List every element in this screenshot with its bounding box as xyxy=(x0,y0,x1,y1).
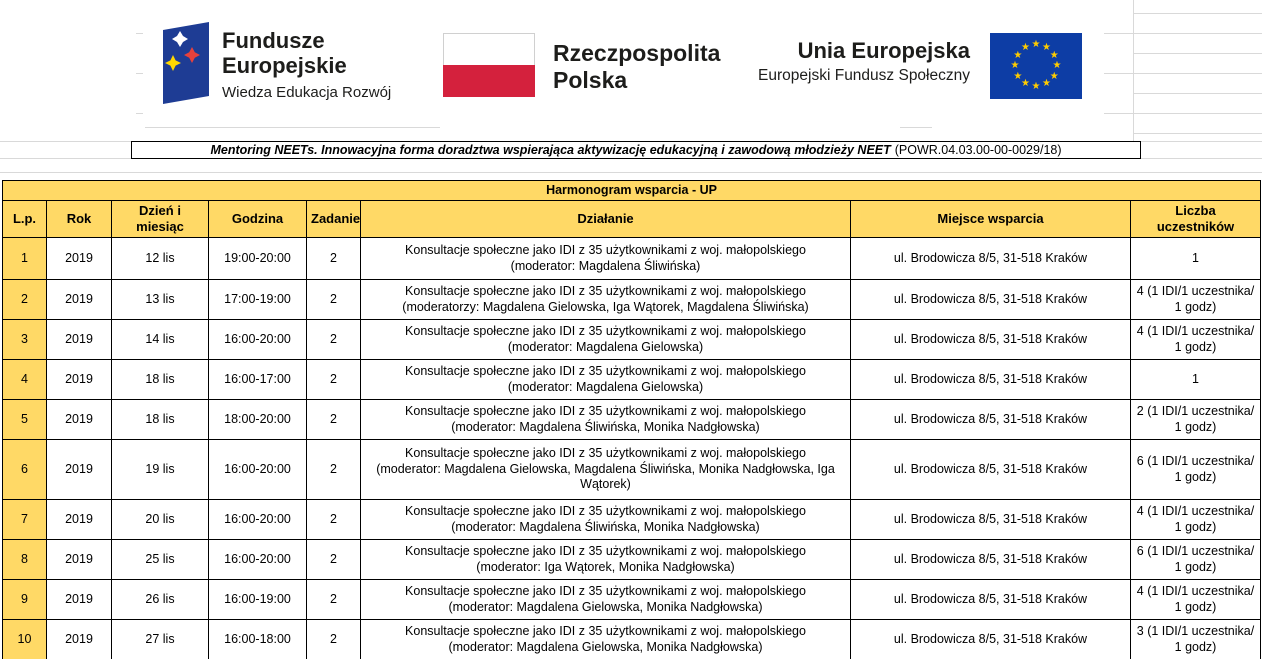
cell-date[interactable]: 13 lis xyxy=(112,280,209,320)
col-header-place[interactable]: Miejsce wsparcia xyxy=(851,201,1131,238)
activity-line2: (moderatorzy: Magdalena Gielowska, Iga Wątorek, Magdalena Śliwińska) xyxy=(402,299,809,314)
cell-place[interactable]: ul. Brodowicza 8/5, 31-518 Kraków xyxy=(851,320,1131,360)
cell-time[interactable]: 16:00-19:00 xyxy=(209,580,307,620)
activity-line2: (moderator: Magdalena Śliwińska) xyxy=(510,258,701,273)
cell-rok[interactable]: 2019 xyxy=(47,500,112,540)
cell-place[interactable]: ul. Brodowicza 8/5, 31-518 Kraków xyxy=(851,580,1131,620)
cell-rok[interactable]: 2019 xyxy=(47,620,112,659)
eu-star-icon: ★ xyxy=(1031,39,1041,50)
schedule-table-wrap xyxy=(2,180,1261,659)
cell-task[interactable]: 2 xyxy=(307,540,361,580)
eu-star-icon: ★ xyxy=(1013,49,1023,61)
cell-activity[interactable] xyxy=(361,440,851,500)
fe-subtitle: Wiedza Edukacja Rozwój xyxy=(222,84,392,101)
cell-place[interactable]: ul. Brodowicza 8/5, 31-518 Kraków xyxy=(851,280,1131,320)
activity-line2: (moderator: Magdalena Śliwińska, Monika Nadgłowska) xyxy=(451,519,760,534)
fe-title-line1: Fundusze xyxy=(222,28,325,53)
cell-place[interactable]: ul. Brodowicza 8/5, 31-518 Kraków xyxy=(851,620,1131,659)
activity-line1: Konsultacje społeczne jako IDI z 35 użytkownikami z woj. małopolskiego xyxy=(405,544,806,558)
eu-star-icon: ★ xyxy=(1021,41,1030,53)
cell-participants[interactable]: 6 (1 IDI/1 uczestnika/ 1 godz) xyxy=(1131,440,1261,500)
activity-line1: Konsultacje społeczne jako IDI z 35 użytkownikami z woj. małopolskiego xyxy=(405,624,806,638)
cell-rok[interactable]: 2019 xyxy=(47,540,112,580)
cell-rok[interactable]: 2019 xyxy=(47,360,112,400)
cell-task[interactable]: 2 xyxy=(307,500,361,540)
cell-rok[interactable]: 2019 xyxy=(47,280,112,320)
table-row xyxy=(3,280,1261,320)
table-row xyxy=(3,360,1261,400)
cell-task[interactable]: 2 xyxy=(307,400,361,440)
eu-star-icon: ★ xyxy=(1042,41,1051,53)
cell-lp[interactable]: 4 xyxy=(3,360,47,400)
cell-participants[interactable]: 3 (1 IDI/1 uczestnika/ 1 godz) xyxy=(1131,620,1261,659)
activity-line1: Konsultacje społeczne jako IDI z 35 użytkownikami z woj. małopolskiego xyxy=(405,404,806,418)
cell-date[interactable]: 18 lis xyxy=(112,400,209,440)
cell-task[interactable]: 2 xyxy=(307,620,361,659)
pl-title-line2: Polska xyxy=(553,67,628,93)
cell-task[interactable]: 2 xyxy=(307,280,361,320)
cell-activity[interactable] xyxy=(361,540,851,580)
cell-rok[interactable]: 2019 xyxy=(47,580,112,620)
table-row xyxy=(3,540,1261,580)
cell-rok[interactable]: 2019 xyxy=(47,440,112,500)
activity-line1: Konsultacje społeczne jako IDI z 35 użytkownikami z woj. małopolskiego xyxy=(405,324,806,338)
activity-line2: (moderator: Magdalena Gielowska, Monika Nadgłowska) xyxy=(448,639,763,654)
cell-place[interactable]: ul. Brodowicza 8/5, 31-518 Kraków xyxy=(851,440,1131,500)
cell-participants[interactable]: 4 (1 IDI/1 uczestnika/ 1 godz) xyxy=(1131,280,1261,320)
eu-star-icon: ★ xyxy=(1049,49,1059,61)
activity-line1: Konsultacje społeczne jako IDI z 35 użytkownikami z woj. małopolskiego xyxy=(405,284,806,298)
cell-participants[interactable]: 1 xyxy=(1131,360,1261,400)
cell-task[interactable]: 2 xyxy=(307,320,361,360)
eu-star-icon: ★ xyxy=(1010,60,1020,71)
cell-rok[interactable]: 2019 xyxy=(47,238,112,280)
eu-subtitle: Europejski Fundusz Społeczny xyxy=(758,67,970,84)
cell-place[interactable]: ul. Brodowicza 8/5, 31-518 Kraków xyxy=(851,238,1131,280)
table-row xyxy=(3,320,1261,360)
cell-date[interactable]: 25 lis xyxy=(112,540,209,580)
activity-line2: (moderator: Magdalena Gielowska, Magdalena Śliwińska, Monika Nadgłowska, Iga Wątorek) xyxy=(376,461,835,492)
activity-line2: (moderator: Iga Wątorek, Monika Nadgłowska) xyxy=(476,559,735,574)
cell-date[interactable]: 18 lis xyxy=(112,360,209,400)
table-row xyxy=(3,238,1261,280)
col-header-lp[interactable]: L.p. xyxy=(3,201,47,238)
cell-lp[interactable]: 6 xyxy=(3,440,47,500)
cell-participants[interactable]: 4 (1 IDI/1 uczestnika/ 1 godz) xyxy=(1131,500,1261,540)
cell-date[interactable]: 27 lis xyxy=(112,620,209,659)
cell-time[interactable]: 16:00-20:00 xyxy=(209,440,307,500)
cell-activity[interactable] xyxy=(361,280,851,320)
col-header-task[interactable]: Zadanie xyxy=(307,201,361,238)
cell-time[interactable]: 16:00-17:00 xyxy=(209,360,307,400)
table-row xyxy=(3,400,1261,440)
cell-lp[interactable]: 1 xyxy=(3,238,47,280)
cell-task[interactable]: 2 xyxy=(307,440,361,500)
cell-date[interactable]: 12 lis xyxy=(112,238,209,280)
cell-activity[interactable] xyxy=(361,620,851,659)
cell-activity[interactable] xyxy=(361,500,851,540)
cell-time[interactable]: 16:00-18:00 xyxy=(209,620,307,659)
schedule-table xyxy=(2,180,1261,659)
cell-participants[interactable]: 6 (1 IDI/1 uczestnika/ 1 godz) xyxy=(1131,540,1261,580)
cell-activity[interactable] xyxy=(361,400,851,440)
cell-place[interactable]: ul. Brodowicza 8/5, 31-518 Kraków xyxy=(851,540,1131,580)
activity-line1: Konsultacje społeczne jako IDI z 35 użytkownikami z woj. małopolskiego xyxy=(405,446,806,461)
cell-lp[interactable]: 7 xyxy=(3,500,47,540)
cell-participants[interactable]: 1 xyxy=(1131,238,1261,280)
eu-star-icon: ★ xyxy=(1013,70,1023,82)
cell-time[interactable]: 16:00-20:00 xyxy=(209,320,307,360)
fe-title-line2: Europejskie xyxy=(222,53,347,78)
cell-task[interactable]: 2 xyxy=(307,580,361,620)
activity-line2: (moderator: Magdalena Gielowska) xyxy=(507,379,704,394)
cell-activity[interactable] xyxy=(361,580,851,620)
cell-time[interactable]: 18:00-20:00 xyxy=(209,400,307,440)
cell-rok[interactable]: 2019 xyxy=(47,320,112,360)
col-header-date[interactable]: Dzień i miesiąc xyxy=(112,201,209,238)
cell-task[interactable]: 2 xyxy=(307,360,361,400)
table-row xyxy=(3,500,1261,540)
cell-lp[interactable]: 3 xyxy=(3,320,47,360)
table-row xyxy=(3,580,1261,620)
col-header-time[interactable]: Godzina xyxy=(209,201,307,238)
cell-activity[interactable] xyxy=(361,320,851,360)
cell-rok[interactable]: 2019 xyxy=(47,400,112,440)
cell-participants[interactable]: 2 (1 IDI/1 uczestnika/ 1 godz) xyxy=(1131,400,1261,440)
cell-date[interactable]: 26 lis xyxy=(112,580,209,620)
pl-title-line1: Rzeczpospolita xyxy=(553,40,721,66)
cell-activity[interactable] xyxy=(361,360,851,400)
unia-europejska-wordmark xyxy=(690,38,970,85)
col-header-participants[interactable]: Liczba uczestników xyxy=(1131,201,1261,238)
cell-lp[interactable]: 8 xyxy=(3,540,47,580)
project-title-cell[interactable] xyxy=(131,141,1141,159)
cell-lp[interactable]: 9 xyxy=(3,580,47,620)
cell-activity[interactable] xyxy=(361,238,851,280)
cell-lp[interactable]: 5 xyxy=(3,400,47,440)
eu-flag-icon xyxy=(990,33,1082,99)
activity-line1: Konsultacje społeczne jako IDI z 35 użytkownikami z woj. małopolskiego xyxy=(405,364,806,378)
eu-star-icon: ★ xyxy=(1049,70,1059,82)
cell-place[interactable]: ul. Brodowicza 8/5, 31-518 Kraków xyxy=(851,500,1131,540)
activity-line1: Konsultacje społeczne jako IDI z 35 użytkownikami z woj. małopolskiego xyxy=(405,504,806,518)
fundusze-europejskie-logo-icon xyxy=(163,22,209,104)
poland-flag-icon xyxy=(443,33,535,97)
activity-line2: (moderator: Magdalena Śliwińska, Monika Nadgłowska) xyxy=(451,419,760,434)
activity-line2: (moderator: Magdalena Gielowska) xyxy=(507,339,704,354)
table-row xyxy=(3,440,1261,500)
col-header-rok[interactable]: Rok xyxy=(47,201,112,238)
eu-star-icon: ★ xyxy=(1031,81,1041,92)
cell-date[interactable]: 14 lis xyxy=(112,320,209,360)
cell-lp[interactable]: 10 xyxy=(3,620,47,659)
table-caption[interactable]: Harmonogram wsparcia - UP xyxy=(3,181,1261,201)
activity-line1: Konsultacje społeczne jako IDI z 35 użytkownikami z woj. małopolskiego xyxy=(405,243,806,257)
logo-band xyxy=(0,0,1262,141)
table-row xyxy=(3,620,1261,659)
project-code: (POWR.04.03.00-00-0029/18) xyxy=(894,143,1062,157)
cell-time[interactable]: 17:00-19:00 xyxy=(209,280,307,320)
cell-participants[interactable]: 4 (1 IDI/1 uczestnika/ 1 godz) xyxy=(1131,580,1261,620)
cell-time[interactable]: 16:00-20:00 xyxy=(209,500,307,540)
col-header-activity[interactable]: Działanie xyxy=(361,201,851,238)
cell-lp[interactable]: 2 xyxy=(3,280,47,320)
fundusze-europejskie-wordmark xyxy=(222,28,391,101)
cell-time[interactable]: 16:00-20:00 xyxy=(209,540,307,580)
activity-line1: Konsultacje społeczne jako IDI z 35 użytkownikami z woj. małopolskiego xyxy=(405,584,806,598)
cell-time[interactable]: 19:00-20:00 xyxy=(209,238,307,280)
eu-star-icon: ★ xyxy=(1052,60,1062,71)
cell-date[interactable]: 19 lis xyxy=(112,440,209,500)
cell-place[interactable]: ul. Brodowicza 8/5, 31-518 Kraków xyxy=(851,360,1131,400)
eu-title: Unia Europejska xyxy=(797,38,970,63)
cell-place[interactable]: ul. Brodowicza 8/5, 31-518 Kraków xyxy=(851,400,1131,440)
cell-date[interactable]: 20 lis xyxy=(112,500,209,540)
activity-line2: (moderator: Magdalena Gielowska, Monika Nadgłowska) xyxy=(448,599,763,614)
table-body xyxy=(3,238,1261,659)
eu-star-icon: ★ xyxy=(1042,78,1051,90)
cell-participants[interactable]: 4 (1 IDI/1 uczestnika/ 1 godz) xyxy=(1131,320,1261,360)
cell-task[interactable]: 2 xyxy=(307,238,361,280)
eu-star-icon: ★ xyxy=(1021,78,1030,90)
project-title: Mentoring NEETs. Innowacyjna forma doradztwa wspierająca aktywizację edukacyjną i zawodową młodzieży NEET xyxy=(210,143,891,157)
